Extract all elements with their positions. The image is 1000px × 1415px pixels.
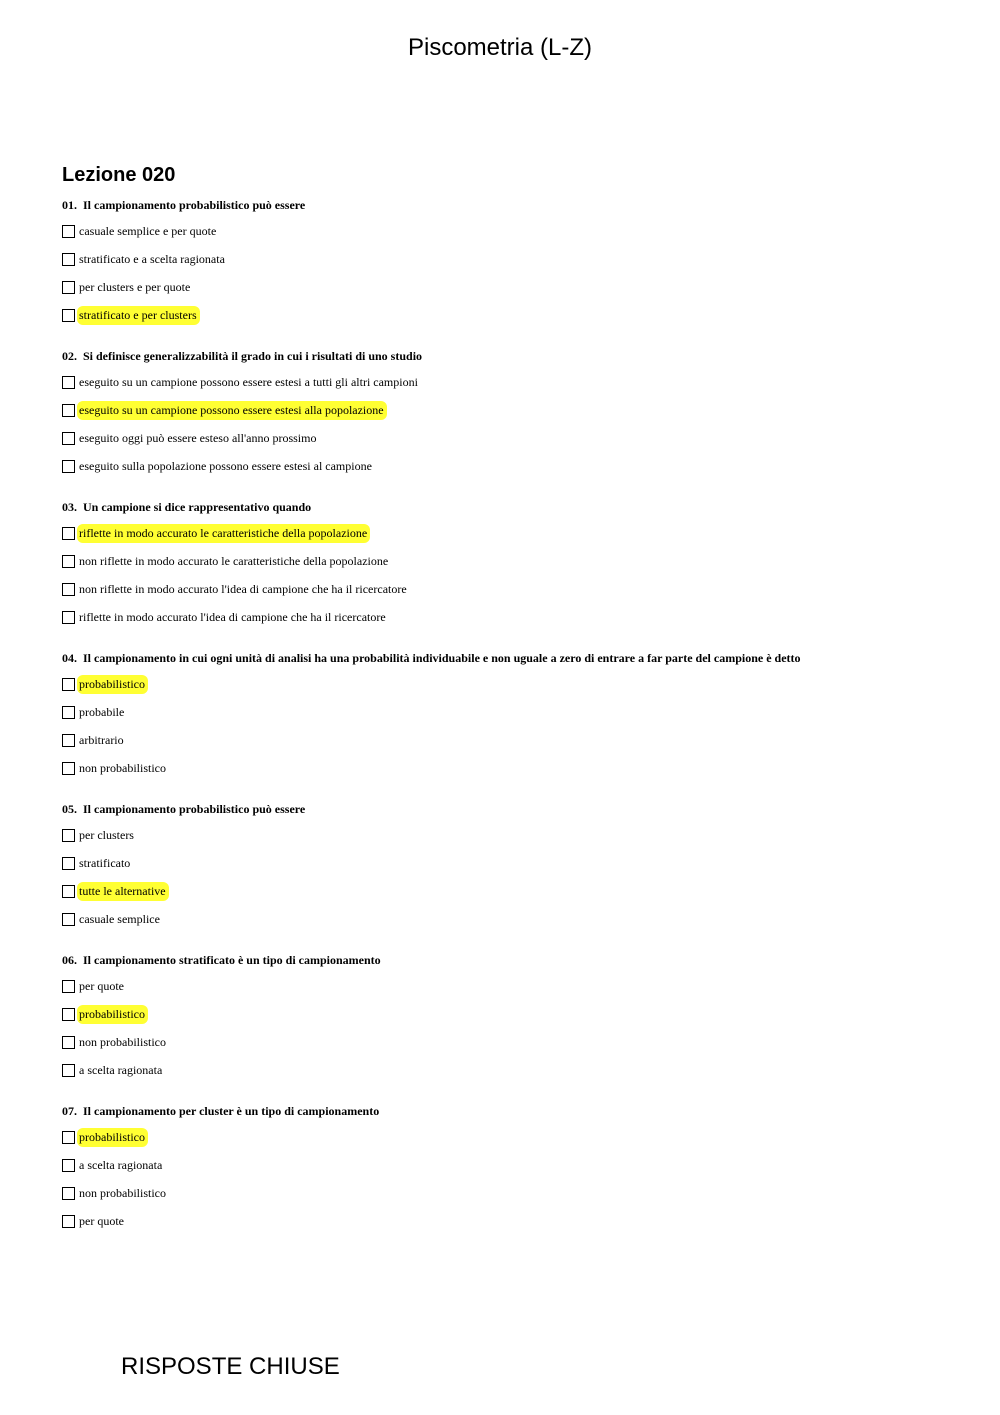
answer-label: per clusters e per quote bbox=[79, 279, 191, 294]
question-text bbox=[62, 344, 982, 368]
answer-checkbox[interactable] bbox=[62, 1036, 75, 1049]
answer-label: non probabilistico bbox=[79, 1034, 166, 1049]
question-prompt: Si definisce generalizzabilità il grado in cui i risultati di uno studio bbox=[83, 349, 423, 363]
answer-label: casuale semplice e per quote bbox=[79, 223, 217, 238]
question-text bbox=[62, 646, 982, 670]
question-prompt: Il campionamento in cui ogni unità di analisi ha una probabilità individuabile e non uguale a zero di entrare a far parte del campione è detto bbox=[83, 651, 801, 665]
answer-option[interactable] bbox=[62, 575, 982, 603]
document-title: Piscometria (L-Z) bbox=[407, 34, 593, 61]
answer-checkbox[interactable] bbox=[62, 1064, 75, 1077]
answer-option[interactable] bbox=[62, 1028, 982, 1056]
answer-checkbox[interactable] bbox=[62, 404, 75, 417]
answer-checkbox[interactable] bbox=[62, 376, 75, 389]
answer-option[interactable] bbox=[62, 1179, 982, 1207]
answer-checkbox[interactable] bbox=[62, 253, 75, 266]
answer-option[interactable] bbox=[62, 726, 982, 754]
correct-answer-label: probabilistico bbox=[77, 1005, 148, 1024]
correct-answer-label: tutte le alternative bbox=[77, 882, 169, 901]
footer-label: RISPOSTE CHIUSE bbox=[121, 1353, 340, 1380]
answer-option[interactable] bbox=[62, 452, 982, 480]
answer-label: stratificato bbox=[79, 855, 131, 870]
question-prompt: Il campionamento probabilistico può essere bbox=[83, 198, 306, 212]
answer-option[interactable] bbox=[62, 368, 982, 396]
answer-checkbox[interactable] bbox=[62, 734, 75, 747]
answer-checkbox[interactable] bbox=[62, 885, 75, 898]
answer-checkbox[interactable] bbox=[62, 460, 75, 473]
question-prompt: Il campionamento stratificato è un tipo di campionamento bbox=[83, 953, 381, 967]
answer-checkbox[interactable] bbox=[62, 980, 75, 993]
answer-option[interactable] bbox=[62, 273, 982, 301]
lesson-title: Lezione 020 bbox=[62, 164, 176, 186]
answer-option[interactable] bbox=[62, 245, 982, 273]
answer-label: per quote bbox=[79, 1213, 124, 1228]
answer-option[interactable] bbox=[62, 396, 982, 424]
question-prompt: Il campionamento per cluster è un tipo di campionamento bbox=[83, 1104, 380, 1118]
answer-label: non riflette in modo accurato l'idea di campione che ha il ricercatore bbox=[79, 581, 407, 596]
question-prompt: Un campione si dice rappresentativo quando bbox=[83, 500, 312, 514]
answer-option[interactable] bbox=[62, 603, 982, 631]
answer-option[interactable] bbox=[62, 1151, 982, 1179]
answer-option[interactable] bbox=[62, 217, 982, 245]
question-text bbox=[62, 495, 982, 519]
question-text bbox=[62, 797, 982, 821]
question-text bbox=[62, 948, 982, 972]
answer-label: casuale semplice bbox=[79, 911, 160, 926]
answer-checkbox[interactable] bbox=[62, 913, 75, 926]
question-block bbox=[62, 1099, 982, 1250]
answer-checkbox[interactable] bbox=[62, 829, 75, 842]
answer-label: riflette in modo accurato l'idea di campione che ha il ricercatore bbox=[79, 609, 386, 624]
question-block bbox=[62, 193, 982, 344]
question-number: 05. bbox=[62, 802, 77, 816]
answer-checkbox[interactable] bbox=[62, 1187, 75, 1200]
correct-answer-label: stratificato e per clusters bbox=[77, 306, 200, 325]
answer-label: arbitrario bbox=[79, 732, 124, 747]
question-block bbox=[62, 344, 982, 495]
answer-label: a scelta ragionata bbox=[79, 1062, 163, 1077]
answer-option[interactable] bbox=[62, 698, 982, 726]
answer-checkbox[interactable] bbox=[62, 762, 75, 775]
question-number: 04. bbox=[62, 651, 77, 665]
answer-checkbox[interactable] bbox=[62, 309, 75, 322]
correct-answer-label: riflette in modo accurato le caratteristiche della popolazione bbox=[77, 524, 370, 543]
quiz-list bbox=[62, 193, 982, 1250]
answer-checkbox[interactable] bbox=[62, 1008, 75, 1021]
answer-label: probabile bbox=[79, 704, 125, 719]
correct-answer-label: probabilistico bbox=[77, 675, 148, 694]
question-number: 06. bbox=[62, 953, 77, 967]
answer-option[interactable] bbox=[62, 754, 982, 782]
correct-answer-label: eseguito su un campione possono essere estesi alla popolazione bbox=[77, 401, 387, 420]
question-text bbox=[62, 193, 982, 217]
answer-option[interactable] bbox=[62, 424, 982, 452]
answer-option[interactable] bbox=[62, 1000, 982, 1028]
question-block bbox=[62, 495, 982, 646]
answer-option[interactable] bbox=[62, 301, 982, 329]
question-number: 03. bbox=[62, 500, 77, 514]
answer-checkbox[interactable] bbox=[62, 1131, 75, 1144]
answer-checkbox[interactable] bbox=[62, 225, 75, 238]
answer-option[interactable] bbox=[62, 821, 982, 849]
answer-option[interactable] bbox=[62, 1056, 982, 1084]
answer-label: a scelta ragionata bbox=[79, 1157, 163, 1172]
answer-label: eseguito su un campione possono essere estesi a tutti gli altri campioni bbox=[79, 374, 418, 389]
answer-checkbox[interactable] bbox=[62, 1159, 75, 1172]
answer-label: non riflette in modo accurato le caratteristiche della popolazione bbox=[79, 553, 389, 568]
question-block bbox=[62, 646, 982, 797]
correct-answer-label: probabilistico bbox=[77, 1128, 148, 1147]
answer-label: non probabilistico bbox=[79, 1185, 166, 1200]
answer-option[interactable] bbox=[62, 972, 982, 1000]
answer-option[interactable] bbox=[62, 905, 982, 933]
answer-checkbox[interactable] bbox=[62, 583, 75, 596]
question-number: 02. bbox=[62, 349, 77, 363]
answer-checkbox[interactable] bbox=[62, 706, 75, 719]
question-number: 07. bbox=[62, 1104, 77, 1118]
question-block bbox=[62, 948, 982, 1099]
answer-option[interactable] bbox=[62, 519, 982, 547]
question-block bbox=[62, 797, 982, 948]
answer-option[interactable] bbox=[62, 1207, 982, 1235]
answer-option[interactable] bbox=[62, 877, 982, 905]
answer-label: per quote bbox=[79, 978, 124, 993]
answer-checkbox[interactable] bbox=[62, 678, 75, 691]
answer-checkbox[interactable] bbox=[62, 432, 75, 445]
answer-label: eseguito oggi può essere esteso all'anno prossimo bbox=[79, 430, 317, 445]
answer-option[interactable] bbox=[62, 849, 982, 877]
answer-label: stratificato e a scelta ragionata bbox=[79, 251, 225, 266]
answer-checkbox[interactable] bbox=[62, 857, 75, 870]
answer-label: non probabilistico bbox=[79, 760, 166, 775]
answer-option[interactable] bbox=[62, 670, 982, 698]
question-prompt: Il campionamento probabilistico può essere bbox=[83, 802, 306, 816]
answer-option[interactable] bbox=[62, 547, 982, 575]
answer-checkbox[interactable] bbox=[62, 281, 75, 294]
question-number: 01. bbox=[62, 198, 77, 212]
question-text bbox=[62, 1099, 982, 1123]
answer-label: eseguito sulla popolazione possono essere estesi al campione bbox=[79, 458, 372, 473]
answer-checkbox[interactable] bbox=[62, 527, 75, 540]
answer-option[interactable] bbox=[62, 1123, 982, 1151]
answer-checkbox[interactable] bbox=[62, 1215, 75, 1228]
answer-label: per clusters bbox=[79, 827, 134, 842]
answer-checkbox[interactable] bbox=[62, 555, 75, 568]
answer-checkbox[interactable] bbox=[62, 611, 75, 624]
